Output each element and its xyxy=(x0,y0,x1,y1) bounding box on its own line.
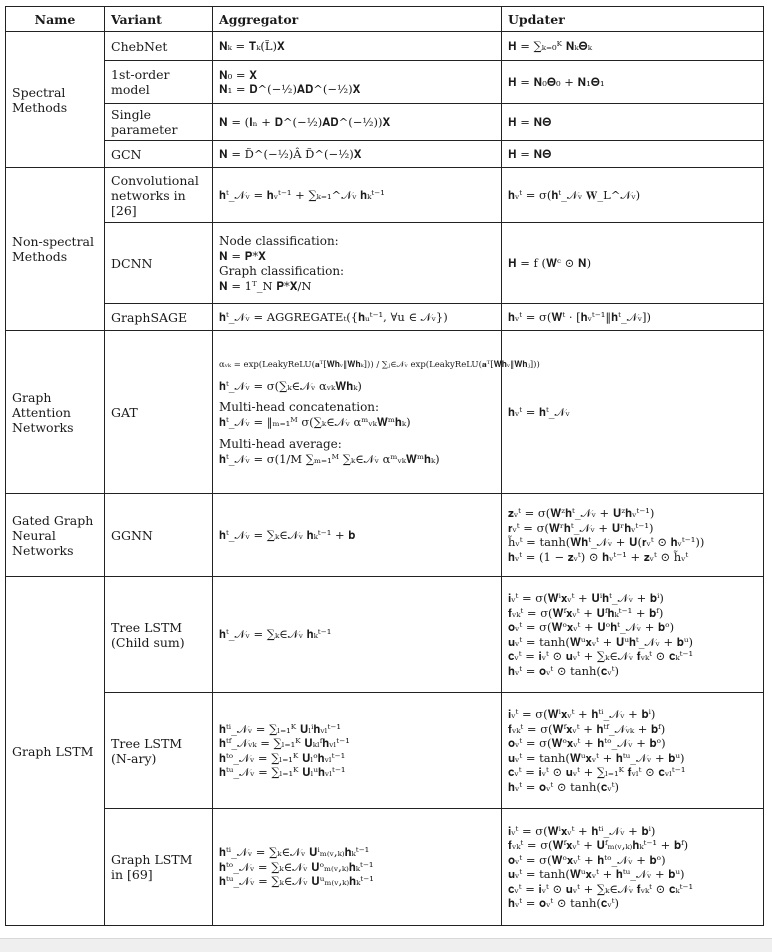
table-row xyxy=(6,32,764,61)
formula-line: 𝐳ᵥᵗ = σ(𝐖ᶻ𝐡ᵗ_𝒩ᵥ + 𝐔ᶻ𝐡ᵥᵗ⁻¹) xyxy=(508,506,655,520)
formula-line: 𝐟ᵥₖᵗ = σ(𝐖ᶠ𝐱ᵥᵗ + 𝐔ᶠ𝐡ₖᵗ⁻¹ + 𝐛ᶠ) xyxy=(508,605,664,620)
table-row xyxy=(6,331,764,494)
viewer-bottom-bar xyxy=(0,938,772,952)
formula-line: 𝐡ᵗ_𝒩ᵥ = ‖ₘ₌₁ᴹ σ(∑ₖ∈𝒩ᵥ αᵐᵥₖ𝐖ᵐ𝐡ₖ) xyxy=(219,415,411,429)
variant-cell: Single parameter xyxy=(105,104,213,141)
formula-line: 𝐨ᵥᵗ = σ(𝐖ᵒ𝐱ᵥᵗ + 𝐡ᵗᵒ_𝒩ᵥ + 𝐛ᵒ) xyxy=(508,852,666,867)
formula-line: 𝐮ᵥᵗ = tanh(𝐖ᵘ𝐱ᵥᵗ + 𝐔ᵘ𝐡ᵗ_𝒩ᵥ + 𝐛ᵘ) xyxy=(508,634,693,649)
gnn-variants-table xyxy=(5,6,764,926)
formula-label: Graph classification: xyxy=(219,264,345,278)
formula-line: 𝐡ᵗᵘ_𝒩ᵥ = ∑ₖ∈𝒩ᵥ 𝐔ᵘₘ₍ᵥ,ₖ₎𝐡ₖᵗ⁻¹ xyxy=(219,874,374,889)
formula-line: 𝐨ᵥᵗ = σ(𝐖ᵒ𝐱ᵥᵗ + 𝐡ᵗᵒ_𝒩ᵥ + 𝐛ᵒ) xyxy=(508,736,666,750)
formula-line: 𝐟ᵥₖᵗ = σ(𝐖ᶠ𝐱ᵥᵗ + 𝐔ᶠₘ₍ᵥ,ₖ₎𝐡ₖᵗ⁻¹ + 𝐛ᶠ) xyxy=(508,838,689,852)
updater-cell: 𝐇 = 𝐍₀𝚯₀ + 𝐍₁𝚯₁ xyxy=(502,61,764,104)
variant-cell: GCN xyxy=(105,141,213,168)
aggregator-cell xyxy=(213,223,502,304)
variant-cell: Graph LSTM in [69] xyxy=(105,809,213,926)
table-row xyxy=(6,141,764,168)
table-row xyxy=(6,104,764,141)
category-graph-lstm: Graph LSTM xyxy=(6,577,105,926)
table-row xyxy=(6,61,764,104)
aggregator-cell: 𝐡ᵗ_𝒩ᵥ = 𝐡ᵥᵗ⁻¹ + ∑ₖ₌₁^𝒩ᵥ 𝐡ₖᵗ⁻¹ xyxy=(213,168,502,223)
formula-line: 𝐡ᵗᵒ_𝒩ᵥ = ∑ₗ₌₁ᴷ 𝐔ₗᵒ𝐡ᵥₗᵗ⁻¹ xyxy=(219,750,346,765)
formula-line: 𝐡ᵗ_𝒩ᵥ = σ(∑ₖ∈𝒩ᵥ αᵥₖ𝐖𝐡ₖ) xyxy=(219,378,362,393)
formula-line: 𝐡ᵗ_𝒩ᵥ = σ(1/M ∑ₘ₌₁ᴹ ∑ₖ∈𝒩ᵥ αᵐᵥₖ𝐖ᵐ𝐡ₖ) xyxy=(219,451,440,466)
header-row xyxy=(6,7,764,32)
formula-line: 𝐟ᵥₖᵗ = σ(𝐖ᶠ𝐱ᵥᵗ + 𝐡ᵗᶠ_𝒩ᵥₖ + 𝐛ᶠ) xyxy=(508,721,666,736)
updater-cell: 𝐇 = 𝐍𝚯 xyxy=(502,141,764,168)
category-gat: Graph Attention Networks xyxy=(6,331,105,494)
variant-cell: Convolutional networks in [26] xyxy=(105,168,213,223)
formula-line: 𝐍 = 1ᵀ_N 𝐏*𝐗/N xyxy=(219,279,312,293)
formula-line: 𝐍₀ = 𝐗 xyxy=(219,67,257,82)
variant-cell: Tree LSTM (N-ary) xyxy=(105,693,213,809)
updater-cell: 𝐡ᵥᵗ = σ(𝐖ᵗ · [𝐡ᵥᵗ⁻¹‖𝐡ᵗ_𝒩ᵥ]) xyxy=(502,304,764,331)
header-updater: Updater xyxy=(502,7,764,32)
formula-line: αᵥₖ = exp(LeakyReLU(𝐚ᵀ[𝐖𝐡ᵥ‖𝐖𝐡ₖ])) / ∑ⱼ∈𝒩ᵥ exp(LeakyReLU(𝐚ᵀ[𝐖𝐡ᵥ‖𝐖𝐡ⱼ])) xyxy=(219,360,540,370)
formula-line: 𝐜ᵥᵗ = 𝐢ᵥᵗ ⊙ 𝐮ᵥᵗ + ∑ₗ₌₁ᴷ 𝐟ᵥₗᵗ ⊙ 𝐜ᵥₗᵗ⁻¹ xyxy=(508,765,686,779)
updater-cell: 𝐇 = 𝐍𝚯 xyxy=(502,104,764,141)
updater-cell: 𝐇 = ∑ₖ₌₀ᴷ 𝐍ₖ𝚯ₖ xyxy=(502,32,764,61)
formula-line: 𝐡ᵗᶠ_𝒩ᵥₖ = ∑ₗ₌₁ᴷ 𝐔ₖₗᶠ𝐡ᵥₗᵗ⁻¹ xyxy=(219,736,350,750)
updater-cell xyxy=(502,494,764,577)
formula-line: 𝐜ᵥᵗ = 𝐢ᵥᵗ ⊙ 𝐮ᵥᵗ + ∑ₖ∈𝒩ᵥ 𝐟ᵥₖᵗ ⊙ 𝐜ₖᵗ⁻¹ xyxy=(508,881,694,896)
table-row xyxy=(6,223,764,304)
updater-cell xyxy=(502,809,764,926)
formula-line: 𝐡ᵥᵗ = 𝐨ᵥᵗ ⊙ tanh(𝐜ᵥᵗ) xyxy=(508,663,619,678)
updater-cell: 𝐡ᵥᵗ = σ(𝐡ᵗ_𝒩ᵥ 𝐖_L^𝒩ᵥ) xyxy=(502,168,764,223)
formula-line: 𝐮ᵥᵗ = tanh(𝐖ᵘ𝐱ᵥᵗ + 𝐡ᵗᵘ_𝒩ᵥ + 𝐛ᵘ) xyxy=(508,750,685,765)
formula-line: 𝐍₁ = 𝐃^(−½)𝐀𝐃^(−½)𝐗 xyxy=(219,82,361,96)
header-variant: Variant xyxy=(105,7,213,32)
formula-line: 𝐡ᵗᵒ_𝒩ᵥ = ∑ₖ∈𝒩ᵥ 𝐔ᵒₘ₍ᵥ,ₖ₎𝐡ₖᵗ⁻¹ xyxy=(219,859,374,874)
variant-cell: ChebNet xyxy=(105,32,213,61)
formula-line: h̃ᵥᵗ = tanh(𝐖𝐡ᵗ_𝒩ᵥ + 𝐔(𝐫ᵥᵗ ⊙ 𝐡ᵥᵗ⁻¹)) xyxy=(508,535,705,549)
formula-line: 𝐢ᵥᵗ = σ(𝐖ⁱ𝐱ᵥᵗ + 𝐡ᵗⁱ_𝒩ᵥ + 𝐛ⁱ) xyxy=(508,707,656,721)
updater-cell xyxy=(502,577,764,693)
category-spectral: Spectral Methods xyxy=(6,32,105,168)
updater-cell: 𝐇 = f (𝐖ᶜ ⊙ 𝐍) xyxy=(502,223,764,304)
formula-line: 𝐢ᵥᵗ = σ(𝐖ⁱ𝐱ᵥᵗ + 𝐡ᵗⁱ_𝒩ᵥ + 𝐛ⁱ) xyxy=(508,823,656,838)
aggregator-cell: 𝐡ᵗ_𝒩ᵥ = AGGREGATEₜ({𝐡ᵤᵗ⁻¹, ∀u ∈ 𝒩ᵥ}) xyxy=(213,304,502,331)
formula-line: 𝐡ᵗᵘ_𝒩ᵥ = ∑ₗ₌₁ᴷ 𝐔ₗᵘ𝐡ᵥₗᵗ⁻¹ xyxy=(219,765,346,779)
formula-label: Node classification: xyxy=(219,233,339,248)
aggregator-cell: 𝐍 = (𝐈ₙ + 𝐃^(−½)𝐀𝐃^(−½))𝐗 xyxy=(213,104,502,141)
table-row xyxy=(6,494,764,577)
updater-cell xyxy=(502,693,764,809)
table-row xyxy=(6,304,764,331)
formula-line: 𝐡ᵗⁱ_𝒩ᵥ = ∑ₖ∈𝒩ᵥ 𝐔ⁱₘ₍ᵥ,ₖ₎𝐡ₖᵗ⁻¹ xyxy=(219,845,370,860)
aggregator-cell: 𝐍 = D̃^(−½)Â D̃^(−½)𝐗 xyxy=(213,141,502,168)
formula-line: 𝐨ᵥᵗ = σ(𝐖ᵒ𝐱ᵥᵗ + 𝐔ᵒ𝐡ᵗ_𝒩ᵥ + 𝐛ᵒ) xyxy=(508,620,675,634)
formula-line: 𝐡ᵥᵗ = 𝐨ᵥᵗ ⊙ tanh(𝐜ᵥᵗ) xyxy=(508,896,619,910)
aggregator-cell: 𝐍ₖ = 𝐓ₖ(L̃)𝐗 xyxy=(213,32,502,61)
aggregator-cell xyxy=(213,61,502,104)
table-row xyxy=(6,577,764,693)
variant-cell: GAT xyxy=(105,331,213,494)
variant-cell: Tree LSTM (Child sum) xyxy=(105,577,213,693)
aggregator-cell xyxy=(213,809,502,926)
aggregator-cell: 𝐡ᵗ_𝒩ᵥ = ∑ₖ∈𝒩ᵥ 𝐡ₖᵗ⁻¹ xyxy=(213,577,502,693)
category-ggnn: Gated Graph Neural Networks xyxy=(6,494,105,577)
header-name: Name xyxy=(6,7,105,32)
formula-line: 𝐮ᵥᵗ = tanh(𝐖ᵘ𝐱ᵥᵗ + 𝐡ᵗᵘ_𝒩ᵥ + 𝐛ᵘ) xyxy=(508,867,685,881)
formula-line: 𝐍 = 𝐏*𝐗 xyxy=(219,248,266,263)
variant-cell: GGNN xyxy=(105,494,213,577)
formula-line: 𝐡ᵥᵗ = 𝐨ᵥᵗ ⊙ tanh(𝐜ᵥᵗ) xyxy=(508,779,619,794)
formula-line: 𝐡ᵗⁱ_𝒩ᵥ = ∑ₗ₌₁ᴷ 𝐔ₗⁱ𝐡ᵥₗᵗ⁻¹ xyxy=(219,721,341,736)
updater-cell: 𝐡ᵥᵗ = 𝐡ᵗ_𝒩ᵥ xyxy=(502,331,764,494)
variant-cell: DCNN xyxy=(105,223,213,304)
formula-line: 𝐜ᵥᵗ = 𝐢ᵥᵗ ⊙ 𝐮ᵥᵗ + ∑ₖ∈𝒩ᵥ 𝐟ᵥₖᵗ ⊙ 𝐜ₖᵗ⁻¹ xyxy=(508,649,694,663)
category-nonspectral: Non-spectral Methods xyxy=(6,168,105,331)
formula-line: 𝐡ᵥᵗ = (1 − 𝐳ᵥᵗ) ⊙ 𝐡ᵥᵗ⁻¹ + 𝐳ᵥᵗ ⊙ h̃ᵥᵗ xyxy=(508,549,689,564)
formula-label: Multi-head concatenation: xyxy=(219,400,380,414)
formula-label: Multi-head average: xyxy=(219,436,342,451)
table-row xyxy=(6,809,764,926)
table-row xyxy=(6,693,764,809)
header-aggregator: Aggregator xyxy=(213,7,502,32)
formula-line: 𝐢ᵥᵗ = σ(𝐖ⁱ𝐱ᵥᵗ + 𝐔ⁱ𝐡ᵗ_𝒩ᵥ + 𝐛ⁱ) xyxy=(508,591,664,605)
formula-line: 𝐫ᵥᵗ = σ(𝐖ʳ𝐡ᵗ_𝒩ᵥ + 𝐔ʳ𝐡ᵥᵗ⁻¹) xyxy=(508,520,654,535)
aggregator-cell xyxy=(213,693,502,809)
variant-cell: 1st-order model xyxy=(105,61,213,104)
table-row xyxy=(6,168,764,223)
variant-cell: GraphSAGE xyxy=(105,304,213,331)
aggregator-cell: 𝐡ᵗ_𝒩ᵥ = ∑ₖ∈𝒩ᵥ 𝐡ₖᵗ⁻¹ + 𝐛 xyxy=(213,494,502,577)
